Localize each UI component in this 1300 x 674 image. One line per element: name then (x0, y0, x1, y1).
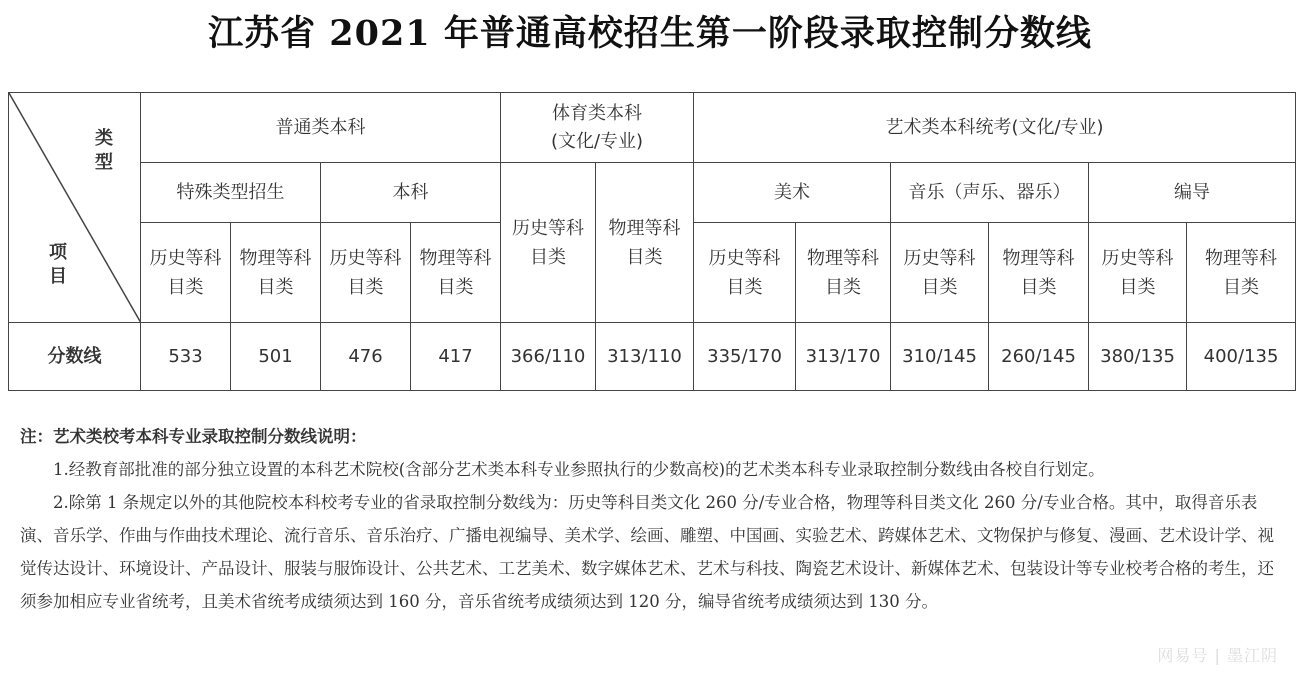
col-header-history: 历史等科目类 (694, 223, 796, 323)
score-cell: 260/145 (989, 323, 1089, 391)
score-cell: 501 (231, 323, 321, 391)
page-title: 江苏省 2021 年普通高校招生第一阶段录取控制分数线 (208, 13, 1092, 54)
group-regular: 普通类本科 (141, 93, 501, 163)
note-paragraph-2: 2.除第 1 条规定以外的其他院校本科校考专业的省录取控制分数线为：历史等科目类文化 260 分/专业合格，物理等科目类文化 260 分/专业合格。其中，取得音乐表演、音乐学、作曲与作曲技术理论、流行音乐、音乐治疗、广播电视编导、美术学、绘画、雕塑、中国画、实验艺术、跨媒体艺术、文物保护与修复、漫画、艺术设计学、视觉传达设计、环境设计、产品设计、服装与服饰设计、公共艺术、工艺美术、数字媒体艺术、艺术与科技、陶瓷艺术设计、新媒体艺术、包装设计等专业校考合格的考生，还须参加相应专业省统考，且美术省统考成绩须达到 160 分，音乐省统考成绩须达到 120 分，编导省统考成绩须达到 130 分。 (20, 493, 1274, 611)
score-cell: 400/135 (1187, 323, 1296, 391)
sports-physics-header: 物理等科目类 (596, 163, 694, 323)
sports-history-header: 历史等科目类 (501, 163, 596, 323)
score-cell: 313/110 (596, 323, 694, 391)
subgroup-undergrad: 本科 (321, 163, 501, 223)
col-header-history: 历史等科目类 (321, 223, 411, 323)
score-cell: 366/110 (501, 323, 596, 391)
subgroup-special: 特殊类型招生 (141, 163, 321, 223)
subgroup-fine-art: 美术 (694, 163, 891, 223)
col-header-physics: 物理等科目类 (989, 223, 1089, 323)
group-art: 艺术类本科统考(文化/专业) (694, 93, 1296, 163)
group-sports: 体育类本科 (文化/专业) (501, 93, 694, 163)
col-header-physics: 物理等科目类 (796, 223, 891, 323)
notes-heading: 注：艺术类校考本科专业录取控制分数线说明： (20, 427, 367, 446)
subgroup-director: 编导 (1089, 163, 1296, 223)
col-header-physics: 物理等科目类 (231, 223, 321, 323)
col-header-history: 历史等科目类 (141, 223, 231, 323)
score-cell: 533 (141, 323, 231, 391)
subgroup-music: 音乐（声乐、器乐） (891, 163, 1089, 223)
watermark: 网易号 | 墨江阴 (1157, 646, 1278, 665)
table-corner-cell (9, 93, 141, 323)
corner-item-label: 项目 (49, 242, 67, 287)
score-cell: 313/170 (796, 323, 891, 391)
row-label-score: 分数线 (9, 323, 141, 391)
score-cell: 417 (411, 323, 501, 391)
corner-type-label: 类型 (95, 128, 113, 173)
col-header-physics: 物理等科目类 (411, 223, 501, 323)
col-header-history: 历史等科目类 (891, 223, 989, 323)
notes-section (20, 420, 1282, 618)
diagonal-line (9, 93, 141, 323)
col-header-physics: 物理等科目类 (1187, 223, 1296, 323)
score-table (8, 92, 1296, 391)
score-cell: 380/135 (1089, 323, 1187, 391)
note-paragraph-1: 1.经教育部批准的部分独立设置的本科艺术院校(含部分艺术类本科专业参照执行的少数高校)的艺术类本科专业录取控制分数线由各校自行划定。 (53, 460, 1105, 479)
score-cell: 335/170 (694, 323, 796, 391)
score-cell: 310/145 (891, 323, 989, 391)
col-header-history: 历史等科目类 (1089, 223, 1187, 323)
score-cell: 476 (321, 323, 411, 391)
